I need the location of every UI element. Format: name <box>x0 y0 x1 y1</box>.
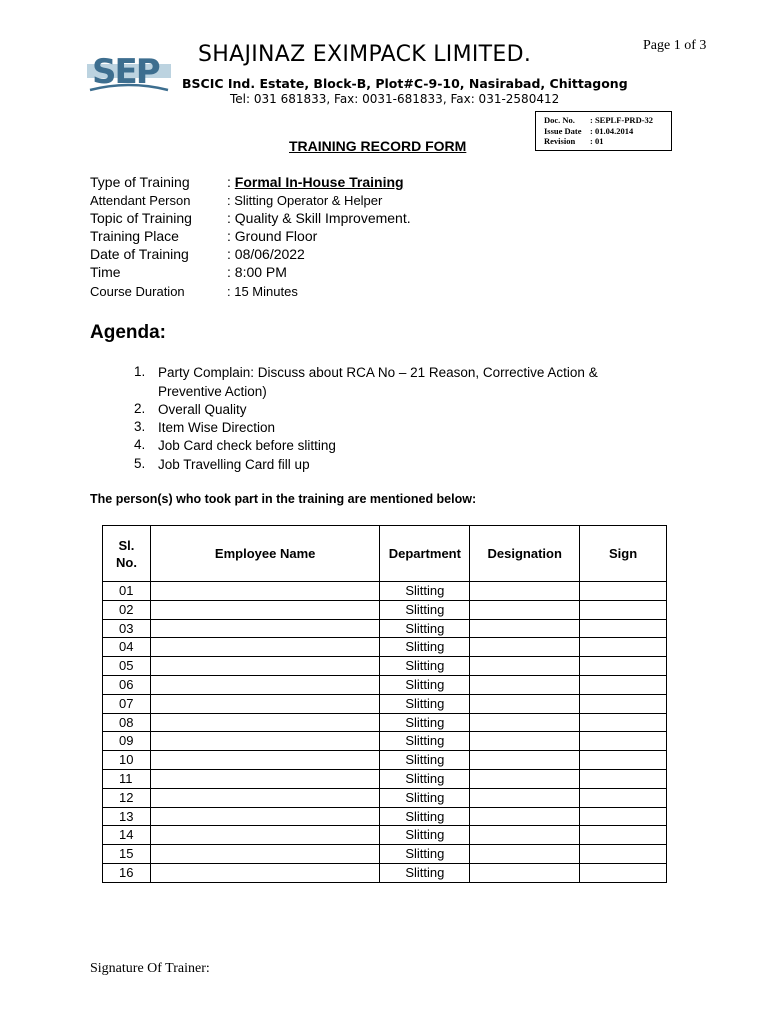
cell-department: Slitting <box>380 845 470 864</box>
agenda-item-number: 5. <box>134 456 146 471</box>
time-label: Time <box>90 264 121 280</box>
cell-sl-no: 11 <box>103 769 151 788</box>
table-row <box>103 845 667 864</box>
cell-sign <box>580 788 667 807</box>
form-title: TRAINING RECORD FORM <box>289 138 467 154</box>
col-header-department: Department <box>380 526 470 582</box>
cell-sign <box>580 694 667 713</box>
cell-sign <box>580 713 667 732</box>
cell-employee-name <box>150 769 379 788</box>
agenda-item-text: Item Wise Direction <box>158 420 276 435</box>
place-value: : Ground Floor <box>227 228 318 244</box>
cell-department: Slitting <box>380 713 470 732</box>
cell-sign <box>580 769 667 788</box>
cell-employee-name <box>150 845 379 864</box>
cell-sign <box>580 600 667 619</box>
col-header-sl-line1: Sl. <box>118 537 135 553</box>
cell-sl-no: 02 <box>103 600 151 619</box>
page-number: Page 1 of 3 <box>643 38 707 53</box>
agenda-item-number: 1. <box>134 364 146 379</box>
cell-department: Slitting <box>380 769 470 788</box>
cell-sl-no: 07 <box>103 694 151 713</box>
training-type-value: Formal In-House Training <box>234 174 404 190</box>
agenda-heading: Agenda: <box>90 322 166 343</box>
cell-designation <box>470 600 580 619</box>
training-type-sep: : <box>227 174 235 190</box>
topic-label: Topic of Training <box>90 210 192 226</box>
cell-employee-name <box>150 732 379 751</box>
cell-department: Slitting <box>380 788 470 807</box>
doc-number-row <box>544 115 671 126</box>
cell-department: Slitting <box>380 863 470 882</box>
col-header-sign: Sign <box>580 526 667 582</box>
document-control-box <box>535 111 672 151</box>
cell-sl-no: 14 <box>103 826 151 845</box>
date-value: : 08/06/2022 <box>227 246 305 262</box>
attendance-table-body <box>103 582 667 883</box>
agenda-item-number: 3. <box>134 419 146 434</box>
cell-sl-no: 05 <box>103 657 151 676</box>
cell-sl-no: 08 <box>103 713 151 732</box>
table-row <box>103 788 667 807</box>
doc-number-value: : SEPLF-PRD-32 <box>590 115 654 125</box>
cell-employee-name <box>150 619 379 638</box>
cell-employee-name <box>150 788 379 807</box>
table-row <box>103 675 667 694</box>
cell-department: Slitting <box>380 582 470 601</box>
table-row <box>103 638 667 657</box>
cell-employee-name <box>150 694 379 713</box>
agenda-item-number: 4. <box>134 437 146 452</box>
cell-sign <box>580 582 667 601</box>
cell-sign <box>580 845 667 864</box>
time-value: : 8:00 PM <box>227 264 287 280</box>
cell-department: Slitting <box>380 826 470 845</box>
table-row <box>103 863 667 882</box>
agenda-item-text: Overall Quality <box>158 402 247 417</box>
table-row <box>103 582 667 601</box>
cell-sl-no: 15 <box>103 845 151 864</box>
cell-sign <box>580 657 667 676</box>
cell-designation <box>470 582 580 601</box>
cell-sl-no: 10 <box>103 751 151 770</box>
cell-department: Slitting <box>380 657 470 676</box>
col-header-name: Employee Name <box>150 526 379 582</box>
cell-sl-no: 13 <box>103 807 151 826</box>
cell-department: Slitting <box>380 600 470 619</box>
attendant-value: : Slitting Operator & Helper <box>227 193 383 208</box>
cell-sign <box>580 638 667 657</box>
cell-department: Slitting <box>380 807 470 826</box>
revision-label: Revision <box>544 136 576 146</box>
table-row <box>103 694 667 713</box>
agenda-item-text: Job Card check before slitting <box>158 438 336 453</box>
company-logo <box>86 46 172 96</box>
cell-employee-name <box>150 657 379 676</box>
agenda-item-number: 2. <box>134 401 146 416</box>
cell-sign <box>580 675 667 694</box>
cell-sl-no: 09 <box>103 732 151 751</box>
table-row <box>103 713 667 732</box>
cell-sign <box>580 807 667 826</box>
cell-designation <box>470 675 580 694</box>
training-type-label: Type of Training <box>90 174 190 190</box>
cell-designation <box>470 788 580 807</box>
table-row <box>103 619 667 638</box>
participants-intro: The person(s) who took part in the training are mentioned below: <box>90 492 477 506</box>
cell-designation <box>470 619 580 638</box>
cell-sl-no: 06 <box>103 675 151 694</box>
cell-designation <box>470 807 580 826</box>
cell-department: Slitting <box>380 694 470 713</box>
attendant-label: Attendant Person <box>90 193 191 208</box>
agenda-item-text: Job Travelling Card fill up <box>158 457 310 472</box>
table-header-row <box>103 526 667 582</box>
cell-designation <box>470 845 580 864</box>
cell-sign <box>580 863 667 882</box>
cell-designation <box>470 694 580 713</box>
cell-employee-name <box>150 638 379 657</box>
cell-sl-no: 04 <box>103 638 151 657</box>
cell-employee-name <box>150 863 379 882</box>
cell-department: Slitting <box>380 751 470 770</box>
cell-employee-name <box>150 600 379 619</box>
table-row <box>103 769 667 788</box>
cell-department: Slitting <box>380 732 470 751</box>
cell-sign <box>580 732 667 751</box>
cell-department: Slitting <box>380 638 470 657</box>
duration-value: : 15 Minutes <box>227 284 298 299</box>
revision-row <box>544 136 671 147</box>
duration-label: Course Duration <box>90 284 185 299</box>
cell-designation <box>470 713 580 732</box>
cell-sign <box>580 751 667 770</box>
table-row <box>103 807 667 826</box>
table-row <box>103 657 667 676</box>
cell-sl-no: 01 <box>103 582 151 601</box>
cell-sign <box>580 619 667 638</box>
svg-text:SEP: SEP <box>92 52 159 92</box>
table-row <box>103 600 667 619</box>
agenda-item-text <box>158 364 598 401</box>
company-name: SHAJINAZ EXIMPACK LIMITED. <box>198 42 532 67</box>
table-row <box>103 826 667 845</box>
cell-department: Slitting <box>380 675 470 694</box>
cell-designation <box>470 657 580 676</box>
agenda-item-line: Party Complain: Discuss about RCA No – 21 Reason, Corrective Action & <box>158 365 598 380</box>
cell-employee-name <box>150 807 379 826</box>
cell-employee-name <box>150 582 379 601</box>
issue-date-row <box>544 126 671 137</box>
cell-designation <box>470 751 580 770</box>
cell-sl-no: 16 <box>103 863 151 882</box>
topic-value: : Quality & Skill Improvement. <box>227 210 411 226</box>
place-label: Training Place <box>90 228 179 244</box>
agenda-item-line: Preventive Action) <box>158 383 267 399</box>
cell-employee-name <box>150 751 379 770</box>
trainer-signature-label: Signature Of Trainer: <box>90 961 210 976</box>
table-row <box>103 732 667 751</box>
issue-date-value: : 01.04.2014 <box>590 125 634 136</box>
cell-sign <box>580 826 667 845</box>
cell-department: Slitting <box>380 619 470 638</box>
company-contact: Tel: 031 681833, Fax: 0031-681833, Fax: 031-2580412 <box>230 92 560 106</box>
cell-employee-name <box>150 713 379 732</box>
table-row <box>103 751 667 770</box>
doc-number-label: Doc. No. <box>544 115 575 125</box>
cell-designation <box>470 732 580 751</box>
col-header-designation: Designation <box>470 526 580 582</box>
cell-designation <box>470 769 580 788</box>
issue-date-label: Issue Date <box>544 125 582 136</box>
cell-designation <box>470 863 580 882</box>
cell-sl-no: 03 <box>103 619 151 638</box>
cell-employee-name <box>150 826 379 845</box>
attendance-table <box>102 525 667 883</box>
col-header-sl <box>103 526 151 582</box>
cell-sl-no: 12 <box>103 788 151 807</box>
cell-designation <box>470 826 580 845</box>
col-header-sl-line2: No. <box>115 554 137 570</box>
training-type-value-wrap <box>227 174 404 190</box>
cell-employee-name <box>150 675 379 694</box>
company-address: BSCIC Ind. Estate, Block-B, Plot#C-9-10, Nasirabad, Chittagong <box>182 76 628 91</box>
date-label: Date of Training <box>90 246 189 262</box>
revision-value: : 01 <box>590 136 604 146</box>
cell-designation <box>470 638 580 657</box>
